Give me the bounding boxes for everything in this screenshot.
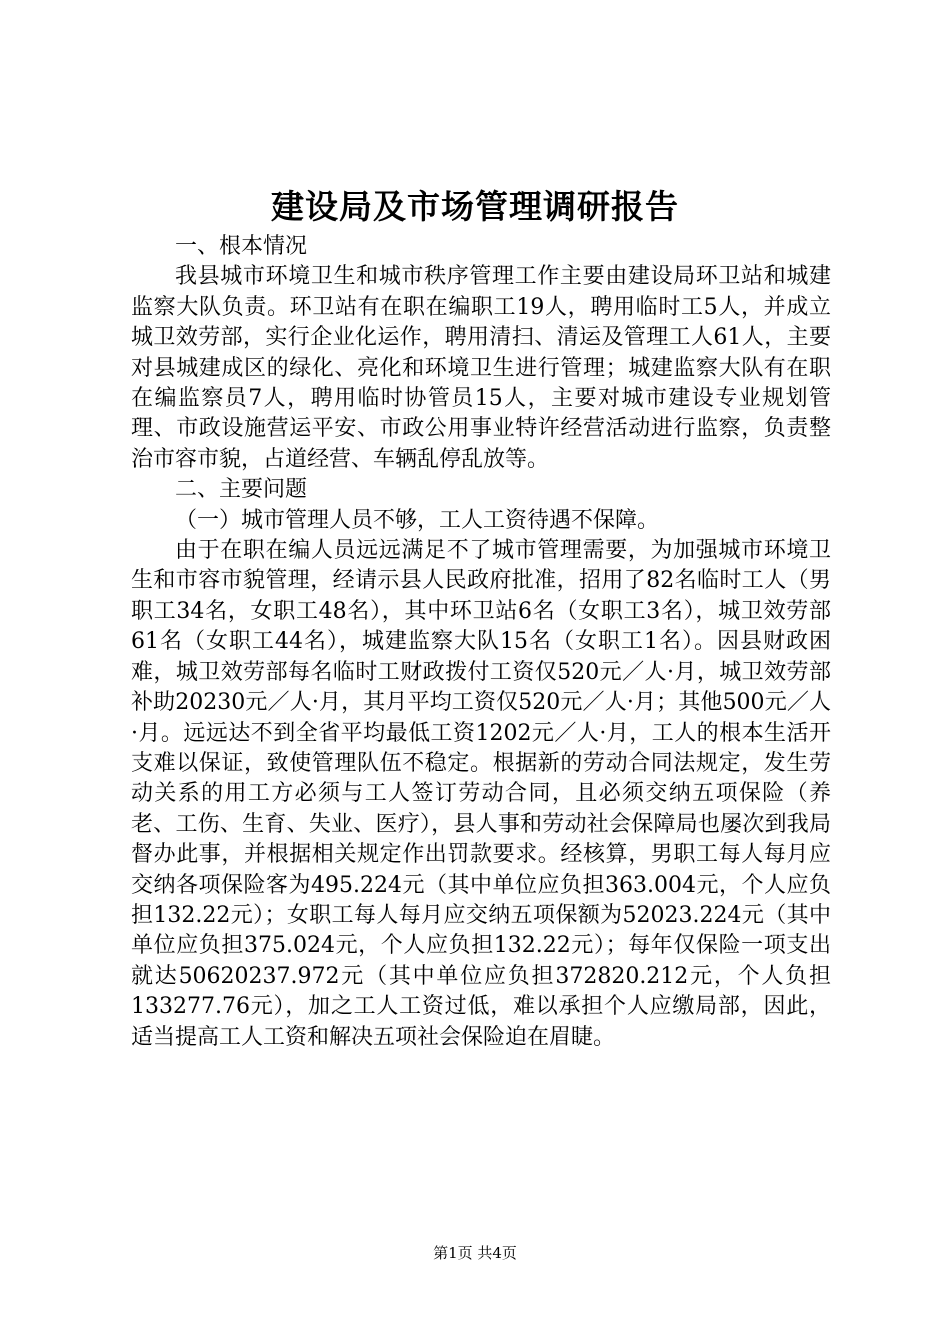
subsection-heading-staffing: （一）城市管理人员不够，工人工资待遇不保障。 — [175, 507, 660, 533]
section-heading-basic-situation: 一、根本情况 — [175, 234, 308, 259]
document-body — [131, 232, 831, 1053]
section-heading-main-problems: 二、主要问题 — [175, 477, 308, 503]
document-title: 建设局及市场管理调研报告 — [271, 187, 679, 226]
paragraph-basic-situation: 我县城市环境卫生和城市秩序管理工作主要由建设局环卫站和城建监察大队负责。环卫站有在职在编职工19人，聘用临时工5人，并成立城卫效劳部，实行企业化运作，聘用清扫、清运及管理工人61人，主要对县城建成区的绿化、亮化和环境卫生进行管理；城建监察大队有在职在编监察员7人，聘用临时协管员15人，主要对城市建设专业规划管理、市政设施营运平安、市政公用事业特许经营活动进行监察，负责整治市容市貌，占道经营、车辆乱停乱放等。 — [131, 264, 831, 472]
page-number: 第1页 共4页 — [433, 1244, 517, 1262]
paragraph-staffing-details: 由于在职在编人员远远满足不了城市管理需要，为加强城市环境卫生和市容市貌管理，经请示县人民政府批准，招用了82名临时工人（男职工34名，女职工48名），其中环卫站6名（女职工3名），城卫效劳部61名（女职工44名），城建监察大队15名（女职工1名）。因县财政困难，城卫效劳部每名临时工财政拨付工资仅520元／人·月，城卫效劳部补助20230元／人·月，其月平均工资仅520元／人·月；其他500元／人·月。远远达不到全省平均最低工资1202元／人·月，工人的根本生活开支难以保证，致使管理队伍不稳定。根据新的劳动合同法规定，发生劳动关系的用工方必须与工人签订劳动合同，且必须交纳五项保险（养老、工伤、生育、失业、医疗），县人事和劳动社会保障局也屡次到我局督办此事，并根据相关规定作出罚款要求。经核算，男职工每人每月应交纳各项保险客为495.224元（其中单位应负担363.004元，个人应负担132.22元）；女职工每人每月应交纳五项保额为52023.224元（其中单位应负担375.024元，个人应负担132.22元）；每年仅保险一项支出就达50620237.972元（其中单位应负担372820.212元，个人负担133277.76元），加之工人工资过低，难以承担个人应缴局部，因此，适当提高工人工资和解决五项社会保险迫在眉睫。 — [131, 538, 831, 1050]
